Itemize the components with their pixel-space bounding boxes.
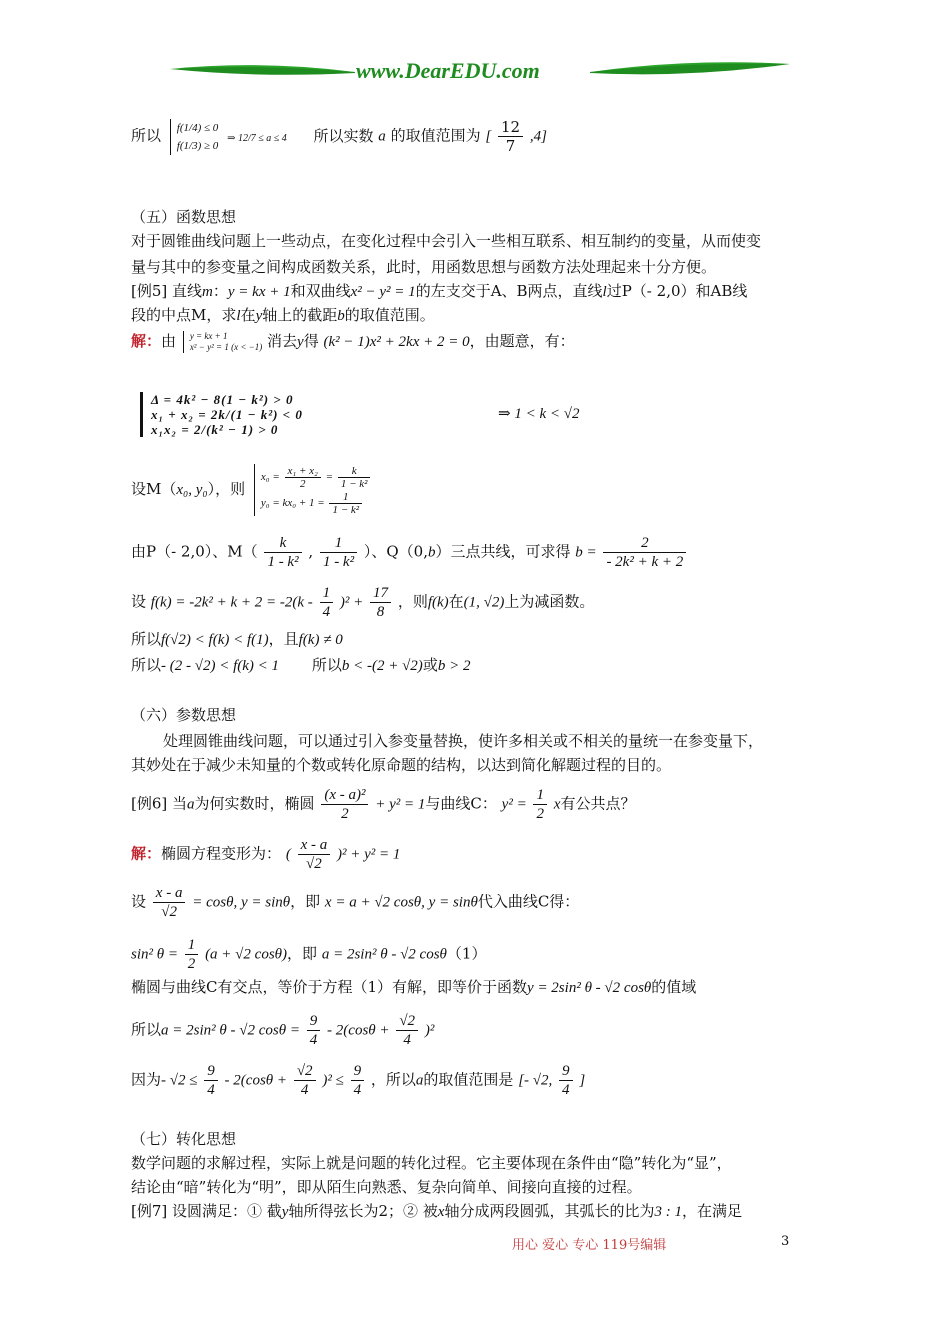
footer-text: 用心 爱心 专心 119号编辑: [512, 1238, 667, 1253]
so-line-6: 所以a = 2sin² θ - √2 cosθ = $\frac{9}{4}$ - 2(cosθ + $\frac{√2}{4}$ )²: [131, 1013, 435, 1048]
section-title-5: （五）函数思想: [131, 208, 237, 226]
inequality-system: Δ = 4k² − 8(1 − k²) > 0 x₁ + x₂ = 2k/(1 − k²) < 0 x₁x₂ = 2/(k² − 1) > 0: [140, 392, 303, 437]
so-line-1: 所以f(√2) < f(k) < f(1)，且f(k) ≠ 0: [131, 630, 343, 648]
paragraph: 数学问题的求解过程，实际上就是问题的转化过程。它主要体现在条件由“隐”转化为“显”，: [131, 1154, 732, 1172]
solution-6: 解：椭圆方程变形为： ( $\frac{x - a}{√2}$ )² + y² = 1: [131, 837, 401, 872]
paragraph: 对于圆锥曲线问题上一些动点，在变化过程中会引入一些相互联系、相互制约的变量，从而使变: [131, 232, 762, 250]
collinear-line: 由P（- 2,0）、M（ $\frac{k}{\text{1 - k²}}$ , $\frac{1}{\text{1 - k²}}$ ）、Q（0,b）三点共线，可求得 b = $\frac{2}{\text{- 2k² + k + 2}}$: [131, 534, 688, 571]
system-brace: f(1/4) ≤ 0 f(1/3) ≥ 0: [170, 119, 218, 155]
set-theta: 设 $\frac{x - a}{√2}$ = cosθ, y = sinθ，即 x = a + √2 cosθ, y = sinθ代入曲线C得：: [131, 885, 580, 920]
equiv-line: 椭圆与曲线C有交点，等价于方程（1）有解，即等价于函数y = 2sin² θ - √2 cosθ的值域: [131, 978, 697, 996]
k-range: ⇒ 1 < k < √2: [498, 406, 580, 422]
section-title-7: （七）转化思想: [131, 1130, 237, 1148]
sin-line: sin² θ = $\frac{1}{2}$ (a + √2 cosθ)，即 a = 2sin² θ - √2 cosθ（1）: [131, 937, 487, 972]
paragraph: 量与其中的参变量之间构成函数关系，此时，用函数思想与函数方法处理起来十分方便。: [131, 258, 717, 276]
so-line-2: 所以- (2 - √2) < f(k) < 1 所以b < -(2 + √2)或b > 2: [131, 656, 471, 674]
example-7: [例7] 设圆满足：① 截y轴所得弦长为2；② 被x轴分成两段圆弧，其弧长的比为3 : 1，在满足: [131, 1202, 742, 1220]
paragraph: 结论由“暗”转化为“明”，即从陌生向熟悉、复杂向简单、间接向直接的过程。: [131, 1178, 642, 1196]
section-title-6: （六）参数思想: [131, 706, 237, 724]
line-1: 所以 f(1/4) ≤ 0 f(1/3) ≥ 0 ⇒ 12/7 ≤ a ≤ 4 所以实数 a 的取值范围为 [ $\frac{12}{7}$ ,4]: [131, 118, 547, 155]
example-5-cont: 段的中点M，求l在y轴上的截距b的取值范围。: [131, 306, 435, 324]
because-line: 因为- √2 ≤ $\frac{9}{4}$ - 2(cosθ + $\frac{√2}{4}$ )² ≤ $\frac{9}{4}$ ，所以a的取值范围是 [- √2, $\frac{9}{4}$ ]: [131, 1063, 586, 1098]
example-6: [例6] 当a为何实数时，椭圆 $\frac{\text{(x - a)²}}{2}$ + y² = 1与曲线C： y² = $\frac{1}{2}$ x有公共点？: [131, 787, 636, 822]
page-number: 3: [781, 1234, 790, 1249]
header-logo: [160, 56, 800, 90]
fk-line: 设 f(k) = -2k² + k + 2 = -2(k - $\frac{1}{4}$ )² + $\frac{17}{8}$ ，则f(k)在(1, √2)上为减函数。: [131, 585, 595, 620]
paragraph: 其妙处在于减少未知量的个数或转化原命题的结构，以达到简化解题过程的目的。: [131, 756, 672, 774]
paragraph: 处理圆锥曲线问题，可以通过引入参变量替换，使许多相关或不相关的量统一在参变量下，: [163, 732, 764, 750]
set-m: 设M（x₀, y₀），则 x₀ = $\frac{\text{x₁ + x₂}}{2}$ = $\frac{k}{\text{1 − k²}}$ y₀ = kx₀ + 1 = $\frac{1}{\text{1 − k²}}$: [131, 464, 372, 516]
solution-5: 解：由 y = kx + 1 x² − y² = 1 (x < −1) 消去y得 (k² − 1)x² + 2kx + 2 = 0，由题意，有：: [131, 331, 575, 352]
site-name: www.DearEDU.com: [356, 58, 540, 83]
example-5: [例5] 直线m：y = kx + 1和双曲线x² − y² = 1的左支交于A、B两点，直线l过P（- 2,0）和AB线: [131, 282, 748, 300]
